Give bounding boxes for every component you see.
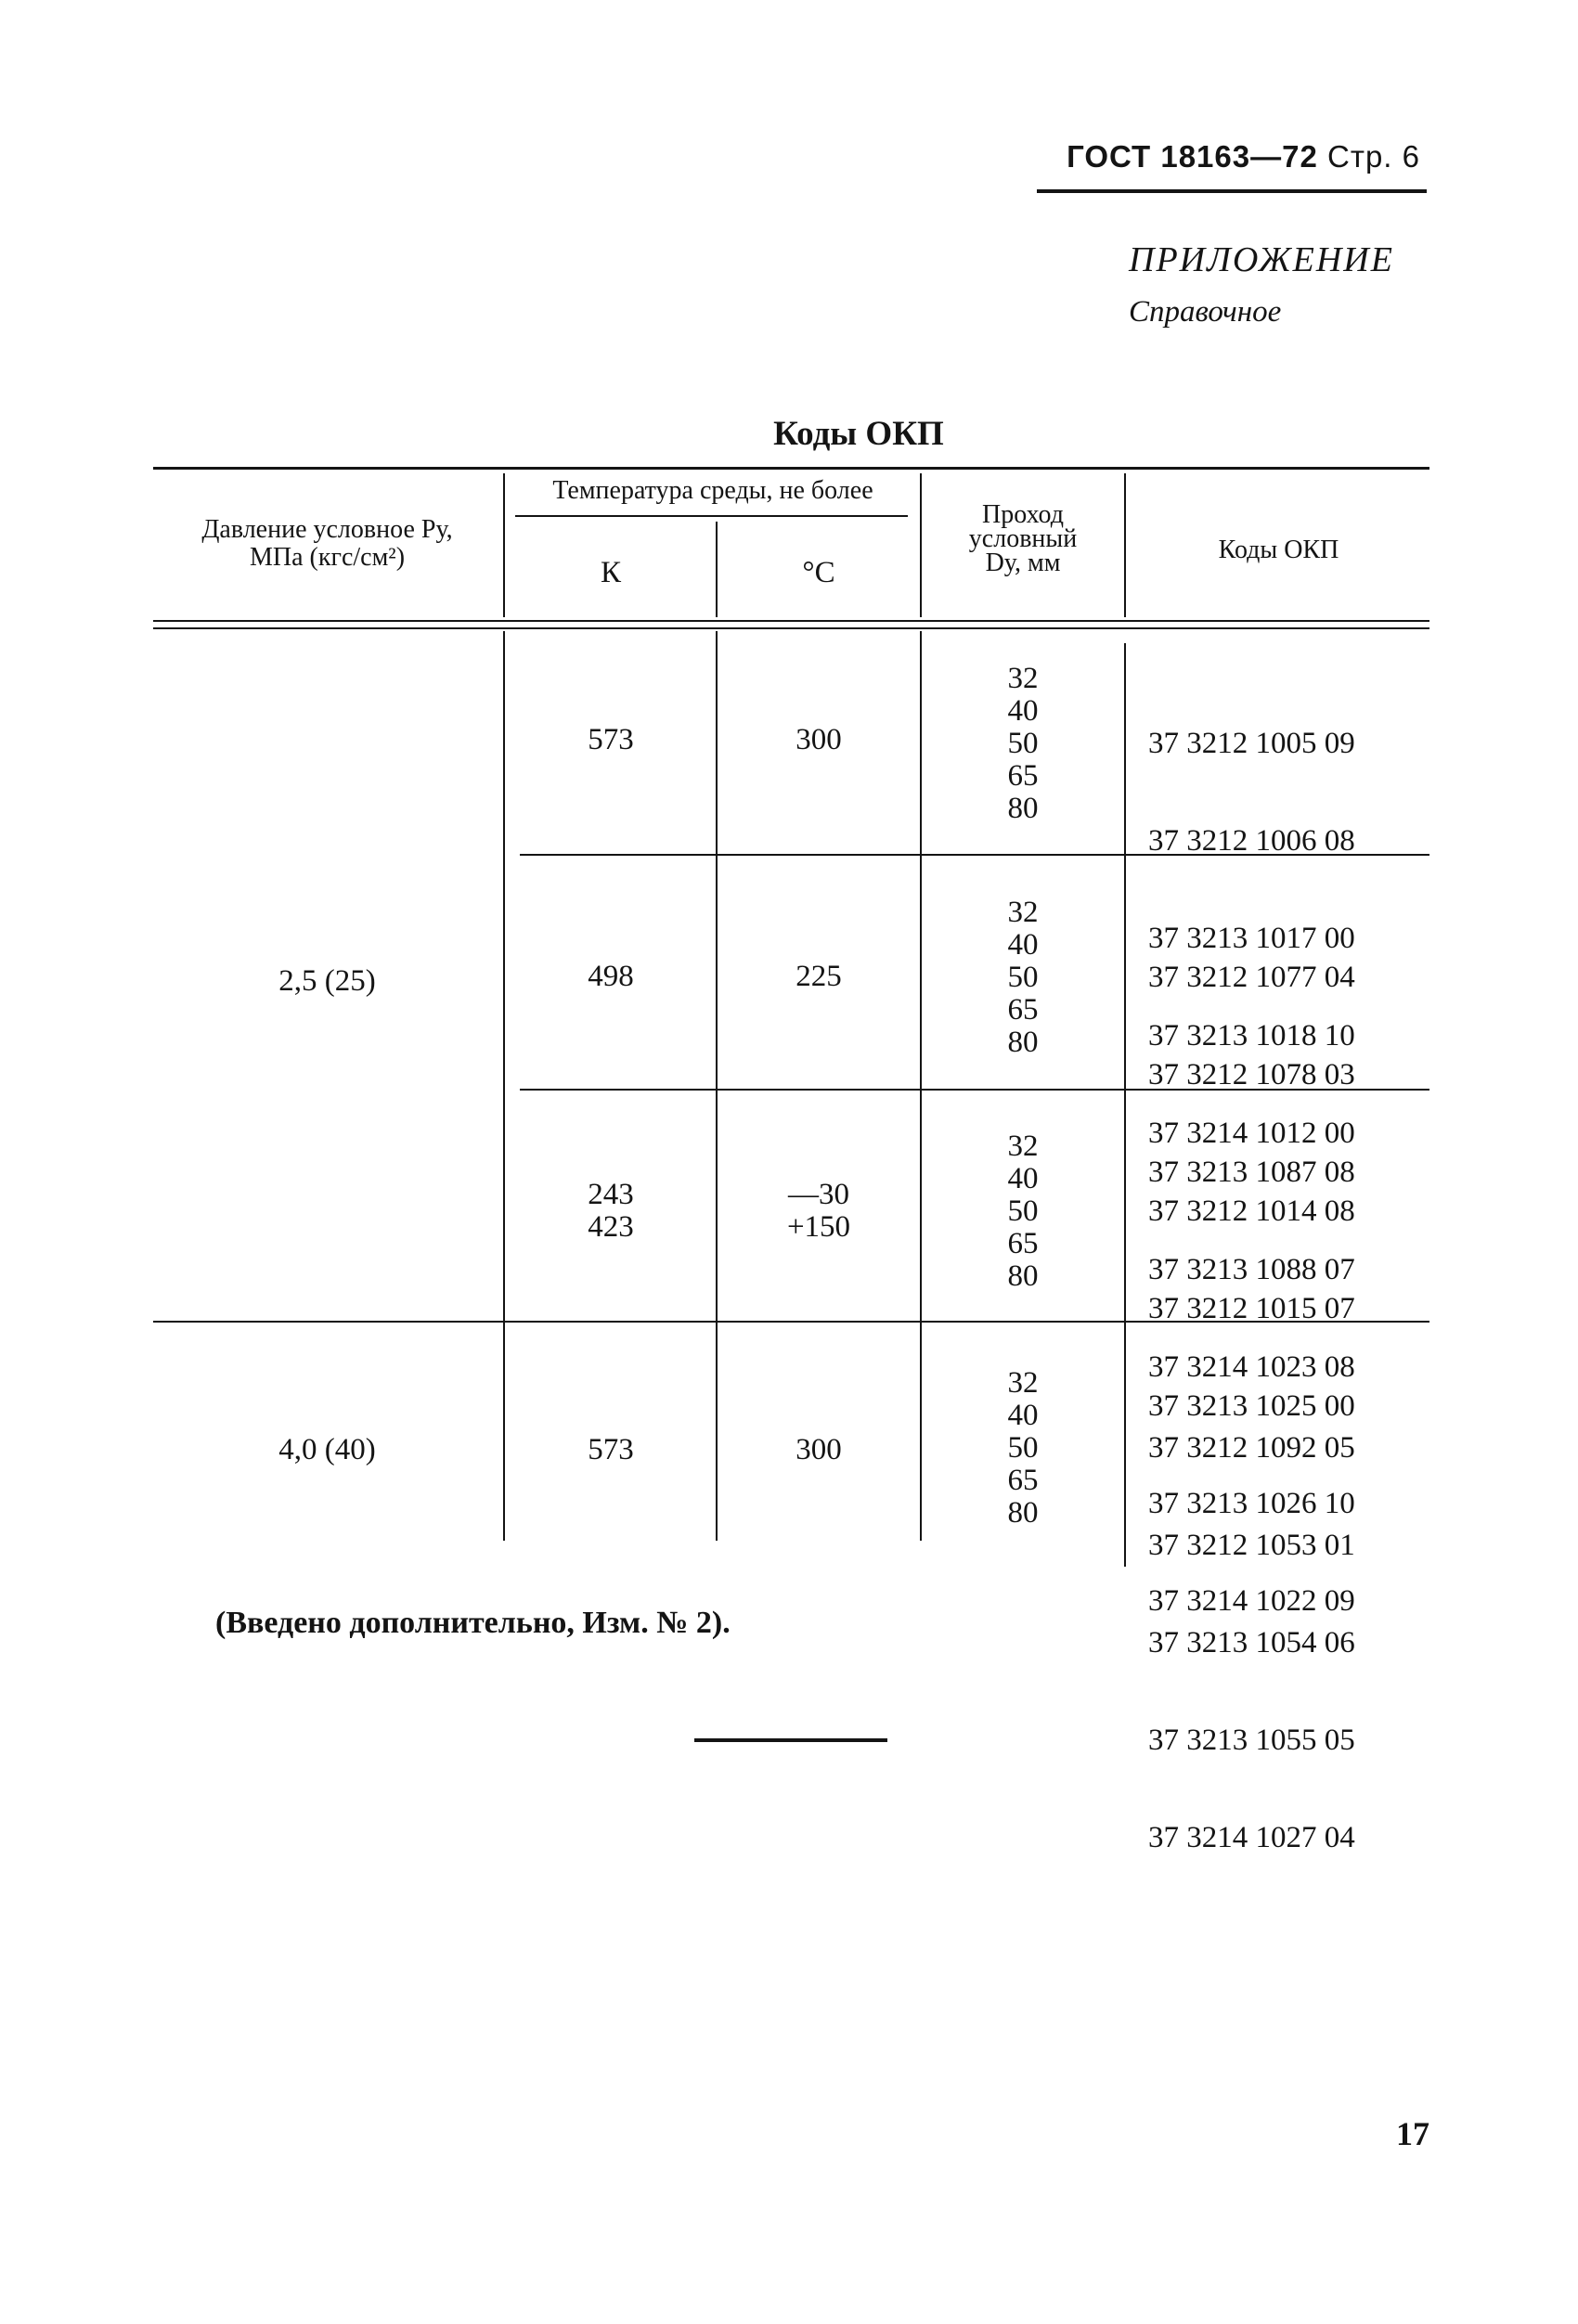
kelvin-value: 573 xyxy=(588,1433,634,1466)
celsius-value: —30 xyxy=(788,1178,849,1211)
okp-code: 37 3212 1092 05 xyxy=(1148,1431,1355,1465)
standard-number: ГОСТ 18163—72 xyxy=(1067,139,1318,174)
passage-value: 50 xyxy=(1007,961,1039,994)
kelvin-values xyxy=(509,1179,713,1244)
passage-value: 80 xyxy=(1007,1496,1039,1530)
okp-code: 37 3212 1078 03 xyxy=(1148,1058,1355,1091)
celsius-value: 225 xyxy=(795,960,842,993)
okp-code: 37 3212 1015 07 xyxy=(1148,1292,1355,1325)
header-celsius: °С xyxy=(802,556,835,589)
passage-value: 80 xyxy=(1007,1259,1039,1293)
header-bottom-rule-1 xyxy=(153,620,1429,622)
col-rule xyxy=(1124,643,1126,1567)
okp-code: 37 3214 1027 04 xyxy=(1148,1821,1355,1854)
col-rule xyxy=(1124,473,1126,617)
okp-code: 37 3212 1053 01 xyxy=(1148,1529,1355,1562)
pressure-value: 2,5 (25) xyxy=(278,964,376,998)
col-rule xyxy=(920,473,922,617)
passage-value: 32 xyxy=(1007,1130,1039,1163)
okp-code: 37 3213 1017 00 xyxy=(1148,922,1355,955)
kelvin-value: 498 xyxy=(588,960,634,993)
okp-code: 37 3213 1018 10 xyxy=(1148,1019,1355,1052)
col-rule xyxy=(716,631,718,1541)
kelvin-value: 243 xyxy=(588,1178,634,1211)
passage-value: 65 xyxy=(1007,1464,1039,1497)
okp-code: 37 3213 1087 08 xyxy=(1148,1156,1355,1189)
passage-value: 40 xyxy=(1007,694,1039,728)
header-bottom-rule-2 xyxy=(153,627,1429,629)
passage-value: 65 xyxy=(1007,993,1039,1026)
page-label: Стр. 6 xyxy=(1327,139,1420,174)
okp-code: 37 3213 1055 05 xyxy=(1148,1724,1355,1757)
col-rule xyxy=(716,522,718,617)
passage-value: 40 xyxy=(1007,1399,1039,1432)
passage-list xyxy=(924,897,1122,1059)
appendix-title: ПРИЛОЖЕНИЕ xyxy=(1129,240,1394,279)
closing-rule xyxy=(694,1738,887,1742)
okp-code: 37 3212 1005 09 xyxy=(1148,727,1355,760)
okp-code: 37 3214 1012 00 xyxy=(1148,1117,1355,1150)
amendment-note: (Введено дополнительно, Изм. № 2). xyxy=(215,1606,731,1640)
passage-value: 32 xyxy=(1007,896,1039,929)
header-pressure xyxy=(153,516,501,572)
passage-value: 32 xyxy=(1007,1366,1039,1400)
passage-value: 65 xyxy=(1007,1227,1039,1260)
table-title: Коды ОКП xyxy=(773,415,944,453)
header-underline xyxy=(1037,189,1427,193)
passage-value: 40 xyxy=(1007,928,1039,962)
header-codes: Коды ОКП xyxy=(1218,536,1339,564)
kelvin-value: 423 xyxy=(588,1210,634,1244)
col-rule xyxy=(920,631,922,1541)
passage-list xyxy=(924,1130,1122,1293)
okp-code: 37 3213 1088 07 xyxy=(1148,1253,1355,1286)
header-pressure-line2: МПа (кгс/см²) xyxy=(249,543,406,572)
okp-code: 37 3213 1025 00 xyxy=(1148,1389,1355,1423)
kelvin-value: 573 xyxy=(588,723,634,756)
passage-value: 80 xyxy=(1007,792,1039,825)
code-list xyxy=(1148,1367,1355,1919)
header-passage-line2: условный xyxy=(968,524,1078,553)
document-header xyxy=(1067,139,1420,174)
pressure-value: 4,0 (40) xyxy=(278,1433,376,1466)
header-passage-line1: Проход xyxy=(982,500,1064,529)
passage-value: 80 xyxy=(1007,1026,1039,1059)
passage-value: 50 xyxy=(1007,1431,1039,1465)
passage-value: 40 xyxy=(1007,1162,1039,1195)
header-passage-line3: Dу, мм xyxy=(985,549,1061,577)
celsius-value: +150 xyxy=(786,1210,851,1244)
appendix-subtitle: Справочное xyxy=(1129,295,1282,329)
okp-code: 37 3212 1077 04 xyxy=(1148,961,1355,994)
okp-code: 37 3212 1006 08 xyxy=(1148,824,1355,858)
header-kelvin: К xyxy=(600,556,621,589)
header-temperature: Температура среды, не более xyxy=(552,476,873,505)
passage-value: 65 xyxy=(1007,759,1039,793)
passage-value: 50 xyxy=(1007,1194,1039,1228)
passage-list xyxy=(924,1367,1122,1530)
okp-code: 37 3214 1022 09 xyxy=(1148,1584,1355,1618)
header-pressure-line1: Давление условное Pу, xyxy=(201,515,453,544)
page-number: 17 xyxy=(1396,2115,1429,2152)
temperature-underline xyxy=(515,515,908,517)
celsius-values xyxy=(719,1179,918,1244)
passage-list xyxy=(924,663,1122,825)
passage-value: 50 xyxy=(1007,727,1039,760)
celsius-value: 300 xyxy=(795,723,842,756)
okp-code: 37 3214 1023 08 xyxy=(1148,1350,1355,1384)
okp-code: 37 3212 1014 08 xyxy=(1148,1194,1355,1228)
header-passage xyxy=(924,500,1122,577)
passage-value: 32 xyxy=(1007,662,1039,695)
col-rule xyxy=(503,473,505,617)
col-rule xyxy=(503,631,505,1541)
okp-code: 37 3213 1026 10 xyxy=(1148,1487,1355,1520)
celsius-value: 300 xyxy=(795,1433,842,1466)
table-top-rule xyxy=(153,467,1429,470)
okp-code: 37 3213 1054 06 xyxy=(1148,1626,1355,1659)
